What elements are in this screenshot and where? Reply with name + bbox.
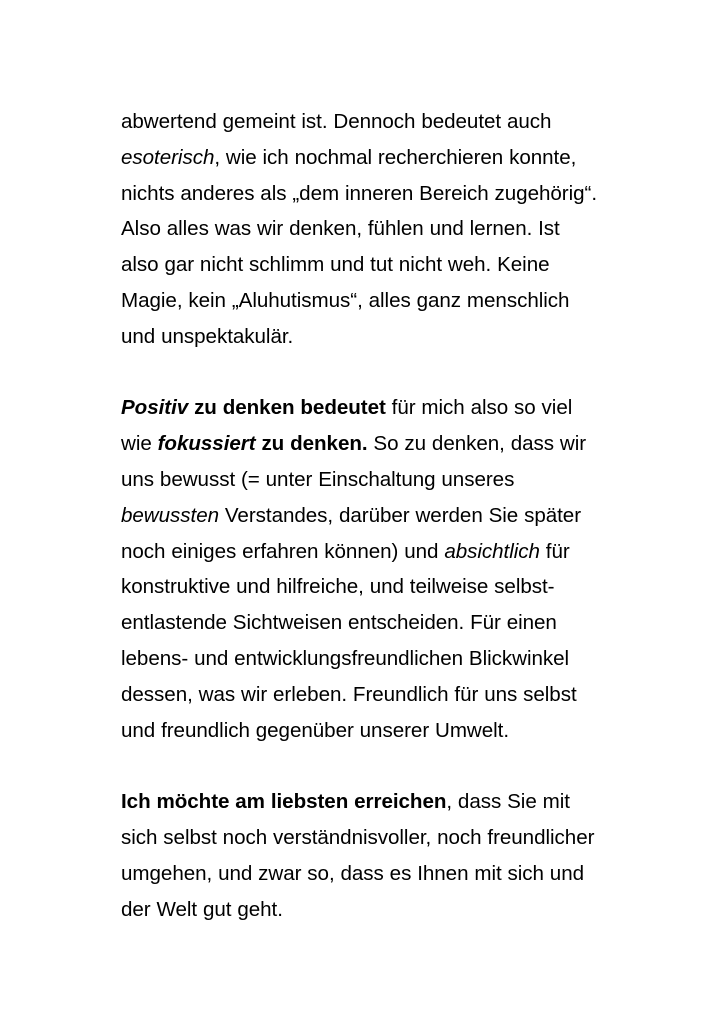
text-run-normal: wie: [121, 432, 158, 456]
text-run-normal: , wie ich nochmal recherchieren konnte,: [214, 145, 577, 169]
text-run-bold: Ich möchte am liebsten erreichen: [121, 790, 447, 814]
text-run-normal: noch einiges erfahren können) und: [121, 539, 445, 563]
text-run-normal: Verstandes, darüber werden Sie später: [219, 503, 582, 527]
text-run-normal: nichts anderes als „dem inneren Bereich zugehörig“.: [121, 181, 597, 205]
text-line: [121, 605, 607, 641]
text-run-normal: umgehen, und zwar so, dass es Ihnen mit sich und: [121, 861, 585, 885]
text-line: [121, 462, 607, 498]
text-line: [121, 211, 607, 247]
text-run-normal: für: [539, 539, 570, 563]
text-run-italic: esoterisch: [121, 145, 215, 169]
text-line: [121, 677, 607, 713]
paragraph-1: [121, 104, 607, 355]
text-run-normal: entlastende Sichtweisen entscheiden. Für einen: [121, 611, 557, 635]
text-run-normal: dessen, was wir erleben. Freundlich für uns selbst: [121, 682, 577, 706]
text-line: [121, 784, 607, 820]
text-run-normal: So zu denken, dass wir: [367, 432, 587, 456]
text-line: [121, 713, 607, 749]
text-run-italic: absichtlich: [444, 539, 540, 563]
text-run-normal: also gar nicht schlimm und tut nicht weh. Keine: [121, 253, 550, 277]
text-line: [121, 569, 607, 605]
text-run-normal: Magie, kein „Aluhutismus“, alles ganz menschlich: [121, 288, 570, 312]
text-run-normal: lebens- und entwicklungsfreundlichen Blickwinkel: [121, 646, 570, 670]
text-run-normal: der Welt gut geht.: [121, 897, 283, 921]
paragraph-3: [121, 784, 607, 927]
text-run-normal: sich selbst noch verständnisvoller, noch freundlicher: [121, 825, 595, 849]
text-run-normal: Also alles was wir denken, fühlen und lernen. Ist: [121, 217, 560, 241]
text-line: [121, 426, 607, 462]
text-run-bold-italic: Positiv: [121, 396, 189, 420]
text-line: [121, 641, 607, 677]
text-run-normal: und unspektakulär.: [121, 324, 294, 348]
text-run-bold-italic: fokussiert: [157, 432, 256, 456]
text-run-italic: bewussten: [121, 503, 220, 527]
text-run-normal: für mich also so viel: [385, 396, 573, 420]
text-line: [121, 856, 607, 892]
text-line: [121, 319, 607, 355]
text-run-bold: zu denken.: [261, 432, 368, 456]
text-run-normal: konstruktive und hilfreiche, und teilweise selbst-: [121, 575, 555, 599]
text-line: [121, 892, 607, 928]
text-line: [121, 104, 607, 140]
text-line: [121, 176, 607, 212]
text-run-normal: uns bewusst (= unter Einschaltung unseres: [121, 467, 515, 491]
paragraph-2: [121, 390, 607, 748]
text-line: [121, 820, 607, 856]
text-line: [121, 498, 607, 534]
text-line: [121, 247, 607, 283]
text-line: [121, 534, 607, 570]
text-run-normal: abwertend gemeint ist. Dennoch bedeutet auch: [121, 110, 552, 133]
text-line: [121, 390, 607, 426]
text-line: [121, 140, 607, 176]
body-text-column: [121, 104, 607, 927]
text-run-normal: und freundlich gegenüber unserer Umwelt.: [121, 718, 510, 742]
text-run-bold: zu denken bedeutet: [194, 396, 386, 420]
text-line: [121, 283, 607, 319]
text-run-normal: , dass Sie mit: [446, 790, 570, 814]
